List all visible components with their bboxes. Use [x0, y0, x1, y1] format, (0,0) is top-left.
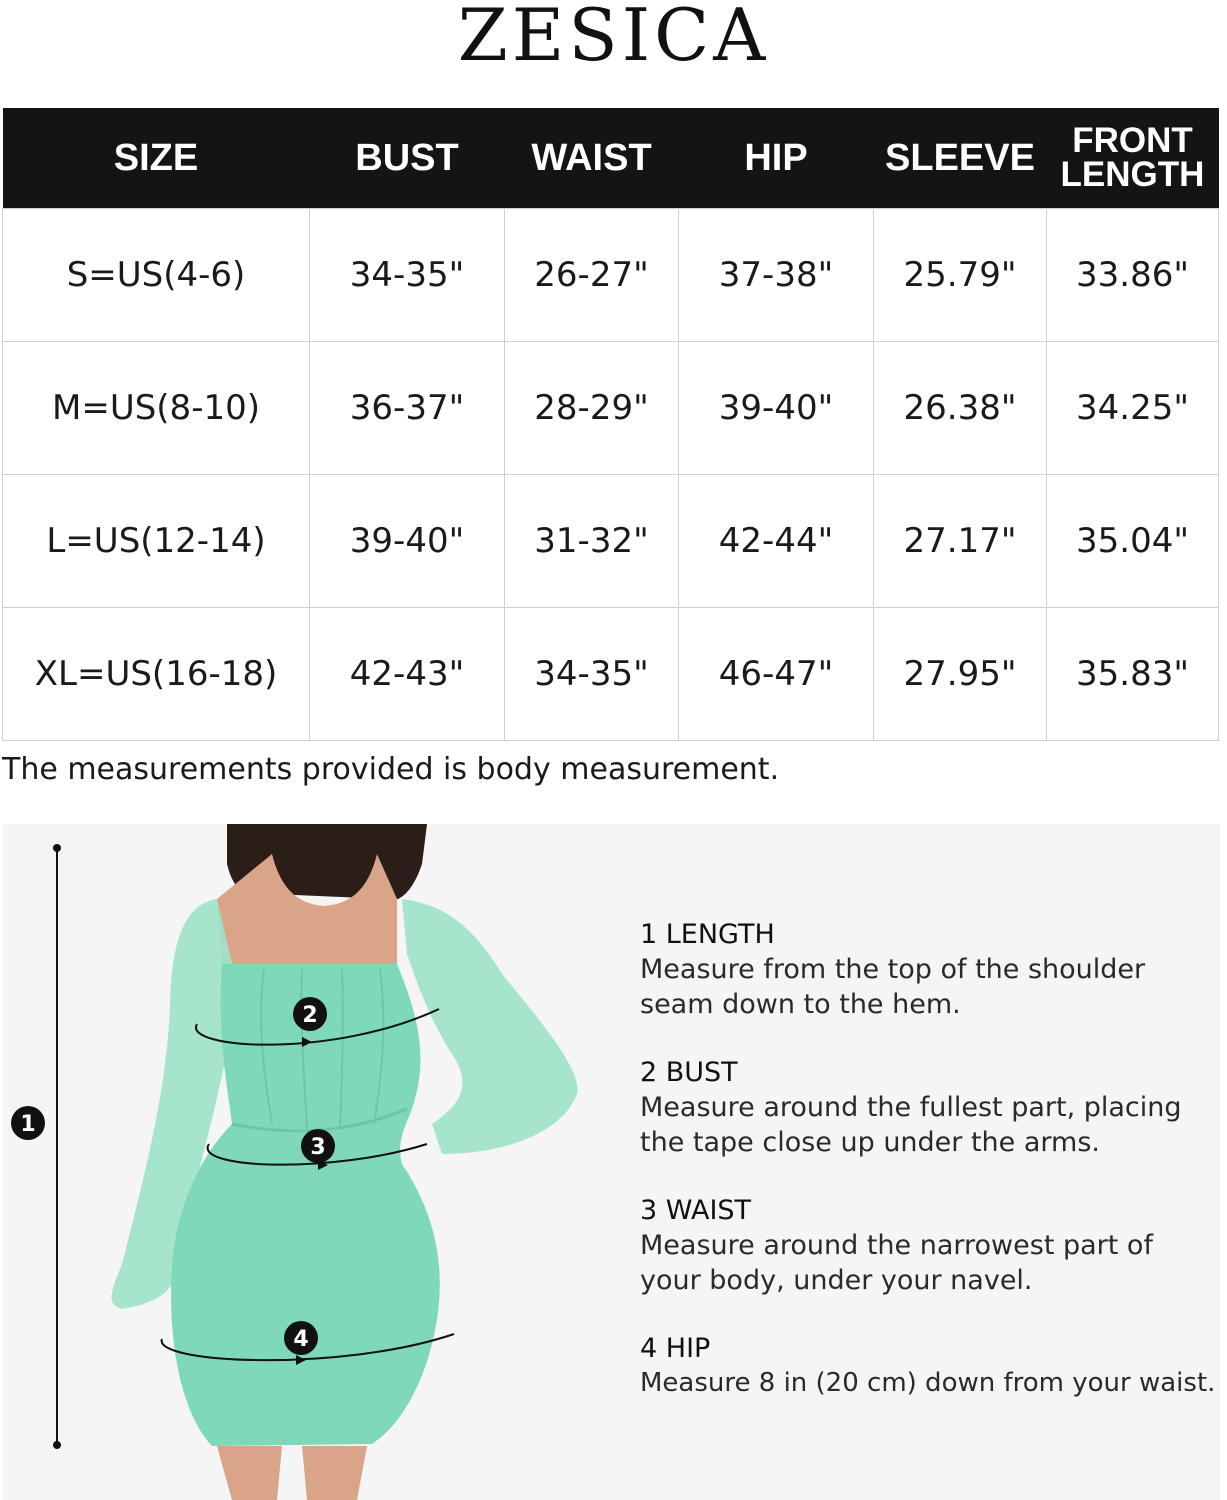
cell-size: XL=US(16-18) [3, 608, 310, 741]
cell-front-length: 35.04" [1047, 475, 1219, 608]
measurement-note: The measurements provided is body measurement. [2, 752, 780, 787]
cell-bust: 36-37" [310, 342, 505, 475]
brand-logo: ZESICA [457, 0, 770, 77]
table-row [3, 475, 1219, 608]
cell-size: S=US(4-6) [3, 209, 310, 342]
cell-waist: 26-27" [505, 209, 679, 342]
svg-text:3: 3 [310, 1135, 326, 1160]
cell-size: M=US(8-10) [3, 342, 310, 475]
marker-2-icon [293, 997, 327, 1031]
cell-front-length: 33.86" [1047, 209, 1219, 342]
cell-size: L=US(12-14) [3, 475, 310, 608]
size-chart-table [2, 108, 1219, 741]
marker-1-icon [11, 1106, 45, 1140]
cell-waist: 34-35" [505, 608, 679, 741]
instruction-text: Measure around the narrowest part of your body, under your navel. [640, 1230, 1153, 1296]
instruction-text: Measure 8 in (20 cm) down from your waist. [640, 1368, 1216, 1398]
svg-text:1: 1 [20, 1112, 36, 1137]
cell-hip: 37-38" [679, 209, 874, 342]
svg-text:2: 2 [302, 1003, 318, 1028]
instruction-title: 4 HIP [640, 1333, 711, 1364]
cell-bust: 34-35" [310, 209, 505, 342]
instruction-hip [640, 1332, 1227, 1401]
header-size: SIZE [3, 108, 310, 209]
cell-bust: 42-43" [310, 608, 505, 741]
instruction-text: Measure around the fullest part, placing the tape close up under the arms. [640, 1092, 1182, 1158]
header-sleeve: SLEEVE [874, 108, 1047, 209]
table-row [3, 608, 1219, 741]
cell-hip: 39-40" [679, 342, 874, 475]
instruction-text: Measure from the top of the shoulder seam down to the hem. [640, 954, 1146, 1020]
table-row [3, 342, 1219, 475]
cell-hip: 46-47" [679, 608, 874, 741]
right-sleeve-shape [402, 899, 578, 1154]
cell-hip: 42-44" [679, 475, 874, 608]
cell-sleeve: 27.17" [874, 475, 1047, 608]
cell-bust: 39-40" [310, 475, 505, 608]
legs-shape [217, 1446, 367, 1500]
cell-sleeve: 26.38" [874, 342, 1047, 475]
cell-front-length: 35.83" [1047, 608, 1219, 741]
instruction-bust [640, 1056, 1227, 1160]
instruction-length [640, 918, 1227, 1022]
instruction-title: 3 WAIST [640, 1195, 752, 1226]
header-hip: HIP [679, 108, 874, 209]
cell-sleeve: 25.79" [874, 209, 1047, 342]
marker-4-icon [284, 1321, 318, 1355]
marker-3-icon [301, 1129, 335, 1163]
header-waist: WAIST [505, 108, 679, 209]
cell-sleeve: 27.95" [874, 608, 1047, 741]
instruction-title: 2 BUST [640, 1057, 738, 1088]
cell-front-length: 34.25" [1047, 342, 1219, 475]
cell-waist: 31-32" [505, 475, 679, 608]
svg-text:4: 4 [293, 1327, 309, 1352]
instruction-title: 1 LENGTH [640, 919, 775, 950]
table-row [3, 209, 1219, 342]
header-bust: BUST [310, 108, 505, 209]
header-front-length: FRONT LENGTH [1047, 108, 1219, 209]
measurement-instructions [640, 918, 1227, 1435]
length-top-dot [53, 844, 61, 852]
length-bottom-dot [53, 1441, 61, 1449]
table-header-row [3, 108, 1219, 209]
instruction-waist [640, 1194, 1227, 1298]
cell-waist: 28-29" [505, 342, 679, 475]
